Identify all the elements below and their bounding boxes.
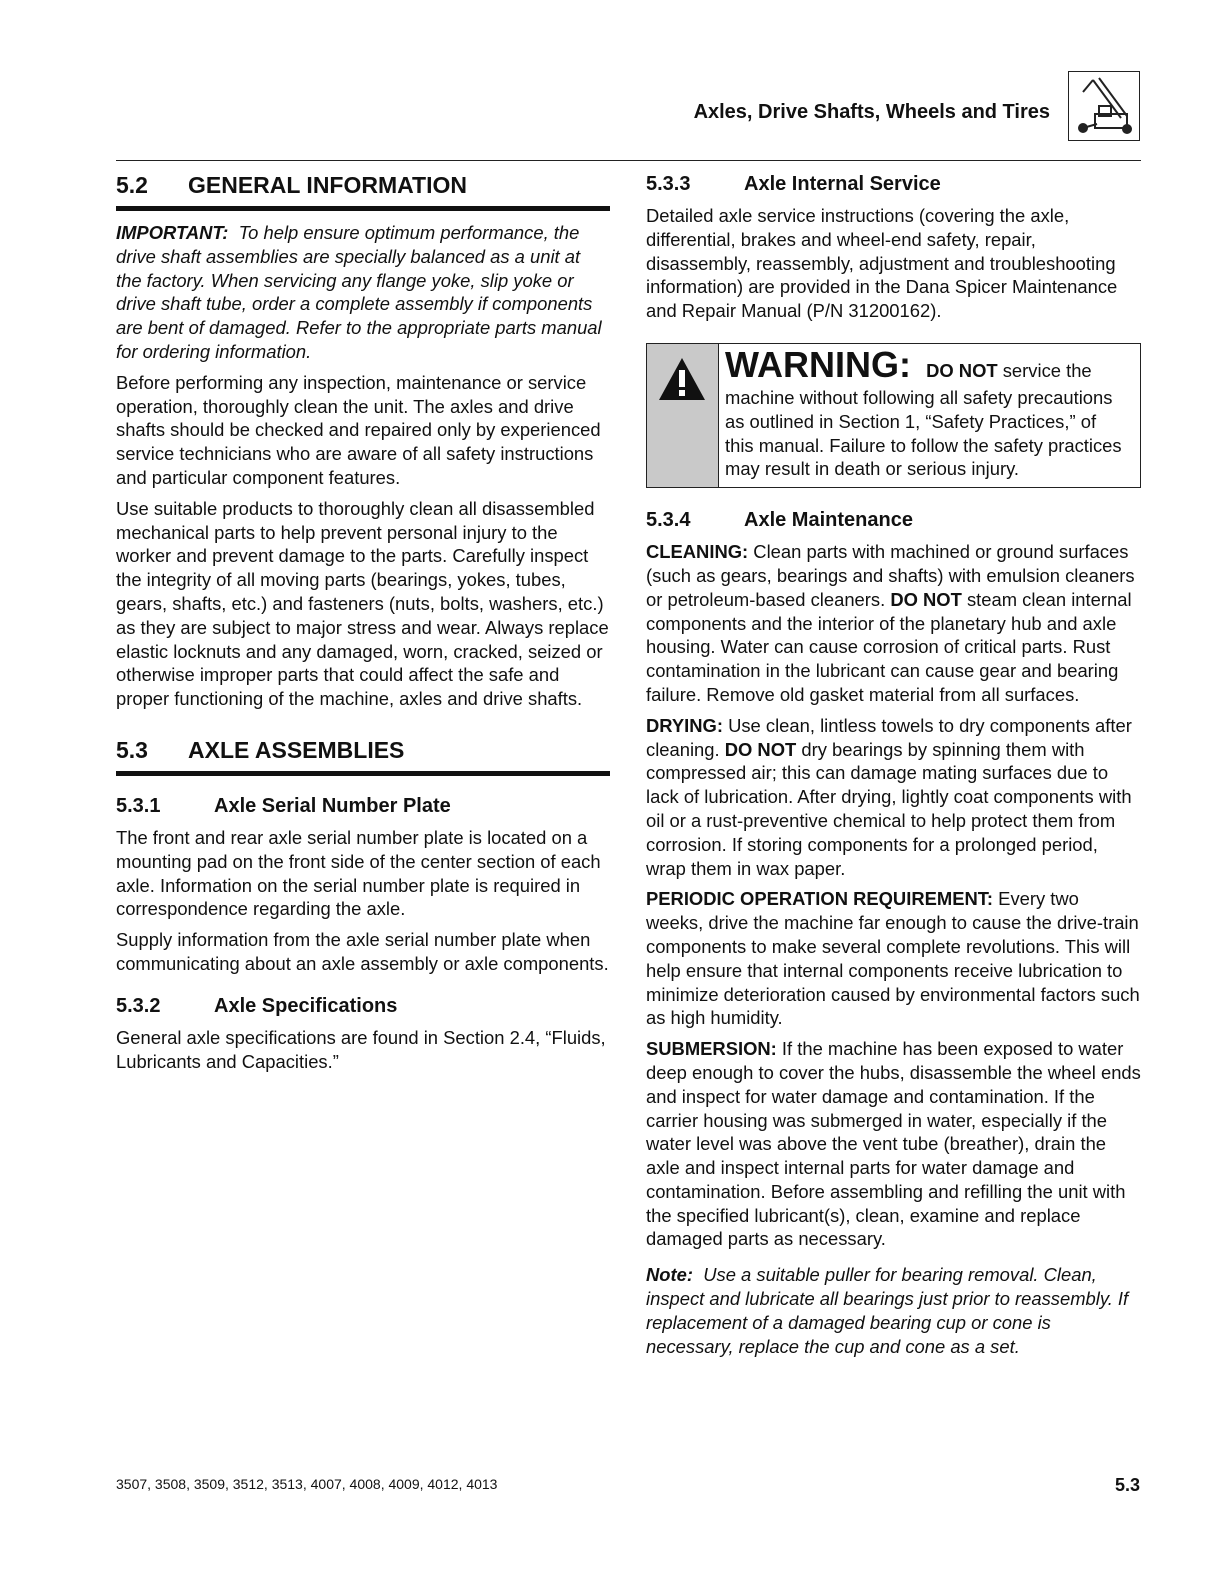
left-column — [116, 170, 610, 1080]
paragraph: The front and rear axle serial number plate is located on a mounting pad on the front side of the center section of each axle. Information on the serial number plate is required in correspondence regarding the axle. — [116, 826, 601, 920]
warning-label: WARNING: — [725, 343, 911, 385]
warning-triangle-icon — [657, 356, 707, 402]
footer-model-list: 3507, 3508, 3509, 3512, 3513, 4007, 4008, 4009, 4012, 4013 — [116, 1476, 498, 1492]
drying-paragraph: DRYING: Use clean, lintless towels to dry components after cleaning. DO NOT dry bearings by spinning them with compressed air; this can damage mating surfaces due to lack of lubrication. After drying, lightly coat components with oil or a rust-preventive chemical to help protect them from corrosion. If storing components for a prolonged period, wrap them in wax paper. — [646, 714, 1132, 879]
paragraph: Detailed axle service instructions (covering the axle, differential, brakes and wheel-end safety, repair, disassembly, reassembly, adjustment and troubleshooting information) are provided in the Dana Spicer Maintenance and Repair Manual (P/N 31200162). — [646, 205, 1118, 322]
subsection-heading-5-3-4: 5.3.4 Axle Maintenance — [646, 509, 913, 532]
page-header-title: Axles, Drive Shafts, Wheels and Tires — [693, 101, 1050, 123]
submersion-paragraph: SUBMERSION: If the machine has been exposed to water deep enough to cover the hubs, disassemble the wheel ends and inspect for water damage and contamination. If the carrier housing was submerged in water, especially if the water level was above the vent tube (breather), drain the axle and inspect internal parts for water damage and contamination. Before assembling and refilling the unit with the specified lubricant(s), clean, examine and replace damaged parts as necessary. — [646, 1038, 1141, 1250]
section-heading-5-3: 5.3 AXLE ASSEMBLIES — [116, 735, 610, 776]
header-rule — [116, 160, 1141, 161]
subsection-heading-5-3-2: 5.3.2 Axle Specifications — [116, 994, 398, 1017]
section-heading-5-2: 5.2 GENERAL INFORMATION — [116, 170, 610, 211]
page-number: 5.3 — [1114, 1475, 1140, 1495]
paragraph: General axle specifications are found in Section 2.4, “Fluids, Lubricants and Capacities.” — [116, 1026, 606, 1072]
note-paragraph: Note: Use a suitable puller for bearing removal. Clean, inspect and lubricate all bearings just prior to reassembly. If replacement of a damaged bearing cup or cone is necessary, replace the cup and cone as a set. — [646, 1264, 1129, 1357]
subsection-heading-5-3-1: 5.3.1 Axle Serial Number Plate — [116, 794, 451, 817]
paragraph: Supply information from the axle serial number plate when communicating about an axle assembly or axle components. — [116, 929, 609, 974]
machine-icon — [1068, 71, 1140, 141]
warning-text: WARNING: DO NOT service the machine without following all safety precautions as outlined in Section 1, “Safety Practices,” of this manual. Failure to follow the safety practices may result in death or serious injury. — [725, 343, 1122, 480]
subsection-heading-5-3-3: 5.3.3 Axle Internal Service — [646, 173, 941, 195]
cleaning-paragraph: CLEANING: Clean parts with machined or ground surfaces (such as gears, bearings and shafts) with emulsion cleaners or petroleum-based cleaners. DO NOT steam clean internal components and the interior of the planetary hub and axle housing. Water can cause corrosion of critical parts. Rust contamination in the lubricant can cause gear and bearing failure. Remove old gasket material from all surfaces. — [646, 541, 1135, 705]
right-column — [646, 170, 1141, 1365]
warning-sidebar — [647, 344, 719, 487]
important-note: IMPORTANT: To help ensure optimum performance, the drive shaft assemblies are specially balanced as a unit at the factory. When servicing any flange yoke, slip yoke or drive shaft tube, order a complete assembly if components are bent of damaged. Refer to the appropriate parts manual for ordering information. — [116, 222, 602, 362]
paragraph: Use suitable products to thoroughly clean all disassembled mechanical parts to help prevent personal injury to the worker and prevent damage to the parts. Carefully inspect the integrity of all moving parts (bearings, yokes, tubes, gears, shafts, etc.) and fasteners (nuts, bolts, washers, etc.) as they are subject to major stress and wear. Always replace elastic locknuts and any damaged, worn, cracked, seized or otherwise improper parts that could affect the safe and proper functioning of the machine, axles and drive shafts. — [116, 497, 609, 710]
warning-box — [646, 343, 1141, 488]
periodic-paragraph: PERIODIC OPERATION REQUIREMENT: Every two weeks, drive the machine far enough to cause the drive-train components to make several complete revolutions. This will help ensure that internal components receive lubrication to minimize deterioration caused by environmental factors such as high humidity. — [646, 888, 1140, 1029]
paragraph: Before performing any inspection, maintenance or service operation, thoroughly clean the unit. The axles and drive shafts should be checked and repaired only by experienced service technicians who are aware of all safety instructions and particular component features. — [116, 371, 601, 488]
